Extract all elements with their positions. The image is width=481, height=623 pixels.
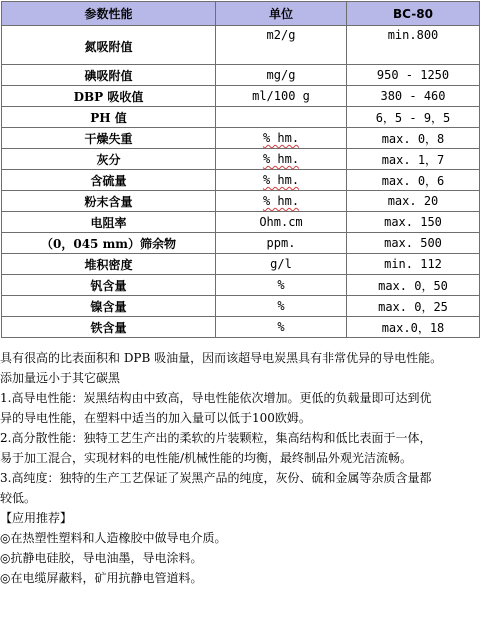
param-unit: mg/g xyxy=(216,65,347,86)
intro-line: 具有很高的比表面积和 DPB 吸油量，因而该超导电炭黑具有非常优异的导电性能。 xyxy=(0,351,443,365)
table-row xyxy=(2,128,480,149)
param-unit: Ohm.cm xyxy=(216,212,347,233)
feature-conductivity-cont: 异的导电性能，在塑料中适当的加入量可以低于100欧姆。 xyxy=(0,411,311,425)
table-row xyxy=(2,170,480,191)
table-row xyxy=(2,149,480,170)
param-value: max. 150 xyxy=(347,212,480,233)
table-row xyxy=(2,275,480,296)
table-row xyxy=(2,191,480,212)
param-value: max. 0，25 xyxy=(347,296,480,317)
feature-dispersion-cont: 易于加工混合，实现材料的电性能/机械性能的均衡，最终制品外观光洁流畅。 xyxy=(0,451,413,465)
param-value: max. 0，6 xyxy=(347,170,480,191)
param-name: 粉末含量 xyxy=(2,191,216,212)
param-unit xyxy=(216,107,347,128)
table-row xyxy=(2,212,480,233)
param-unit: % xyxy=(216,296,347,317)
intro-line: 添加量远小于其它碳黑 xyxy=(0,371,121,385)
param-unit xyxy=(216,191,347,212)
table-row xyxy=(2,26,480,65)
unit-text: % hm. xyxy=(262,194,300,208)
param-name: 碘吸附值 xyxy=(2,65,216,86)
param-name: 电阻率 xyxy=(2,212,216,233)
param-value: max. 0，8 xyxy=(347,128,480,149)
param-name: 铁含量 xyxy=(2,317,216,338)
feature-conductivity: 1.高导电性能：炭黑结构由中致高，导电性能依次增加。更低的负载量即可达到优 xyxy=(0,391,432,405)
param-unit xyxy=(216,170,347,191)
param-name: （0，045 mm）筛余物 xyxy=(2,233,216,254)
param-name: 钒含量 xyxy=(2,275,216,296)
table-row xyxy=(2,107,480,128)
table-row xyxy=(2,65,480,86)
feature-purity-cont: 较低。 xyxy=(0,491,37,505)
param-name: 含硫量 xyxy=(2,170,216,191)
table-row xyxy=(2,296,480,317)
description-text xyxy=(0,348,481,588)
table-row xyxy=(2,86,480,107)
param-unit: ml/100 g xyxy=(216,86,347,107)
param-unit: ppm. xyxy=(216,233,347,254)
param-value: min. 112 xyxy=(347,254,480,275)
param-unit: % xyxy=(216,275,347,296)
table-row xyxy=(2,254,480,275)
param-name: DBP 吸收值 xyxy=(2,86,216,107)
application-item: ◎在热塑性塑料和人造橡胶中做导电介质。 xyxy=(0,531,227,545)
param-name: 氮吸附值 xyxy=(2,26,216,65)
param-value: 950 - 1250 xyxy=(347,65,480,86)
table-header-row xyxy=(2,2,480,26)
param-value: max.0，18 xyxy=(347,317,480,338)
param-unit xyxy=(216,128,347,149)
param-name: 镍含量 xyxy=(2,296,216,317)
param-name: 灰分 xyxy=(2,149,216,170)
param-value: max. 0，50 xyxy=(347,275,480,296)
table-row xyxy=(2,233,480,254)
param-value: 380 - 460 xyxy=(347,86,480,107)
param-unit: % xyxy=(216,317,347,338)
header-bc80: BC-80 xyxy=(347,2,480,26)
param-value: max. 500 xyxy=(347,233,480,254)
param-unit xyxy=(216,149,347,170)
feature-purity: 3.高纯度：独特的生产工艺保证了炭黑产品的纯度，灰份、硫和金属等杂质含量都 xyxy=(0,471,432,485)
param-name: PH 值 xyxy=(2,107,216,128)
unit-text: % hm. xyxy=(262,131,300,145)
table-row xyxy=(2,317,480,338)
header-unit: 单位 xyxy=(216,2,347,26)
param-value: max. 1，7 xyxy=(347,149,480,170)
application-item: ◎在电缆屏蔽料，矿用抗静电管道料。 xyxy=(0,571,203,585)
param-unit: m2/g xyxy=(216,26,347,65)
param-unit: g/l xyxy=(216,254,347,275)
param-value: max. 20 xyxy=(347,191,480,212)
param-name: 干燥失重 xyxy=(2,128,216,149)
param-value: min.800 xyxy=(347,26,480,65)
header-parameter: 参数性能 xyxy=(2,2,216,26)
unit-text: % hm. xyxy=(262,173,300,187)
param-name: 堆积密度 xyxy=(2,254,216,275)
spec-table xyxy=(1,1,480,338)
unit-text: % hm. xyxy=(262,152,300,166)
feature-dispersion: 2.高分散性能：独特工艺生产出的柔软的片装颗粒，集高结构和低比表面于一体， xyxy=(0,431,432,445)
application-heading: 【应用推荐】 xyxy=(0,511,73,525)
param-value: 6，5 - 9，5 xyxy=(347,107,480,128)
application-item: ◎抗静电硅胶，导电油墨，导电涂料。 xyxy=(0,551,203,565)
